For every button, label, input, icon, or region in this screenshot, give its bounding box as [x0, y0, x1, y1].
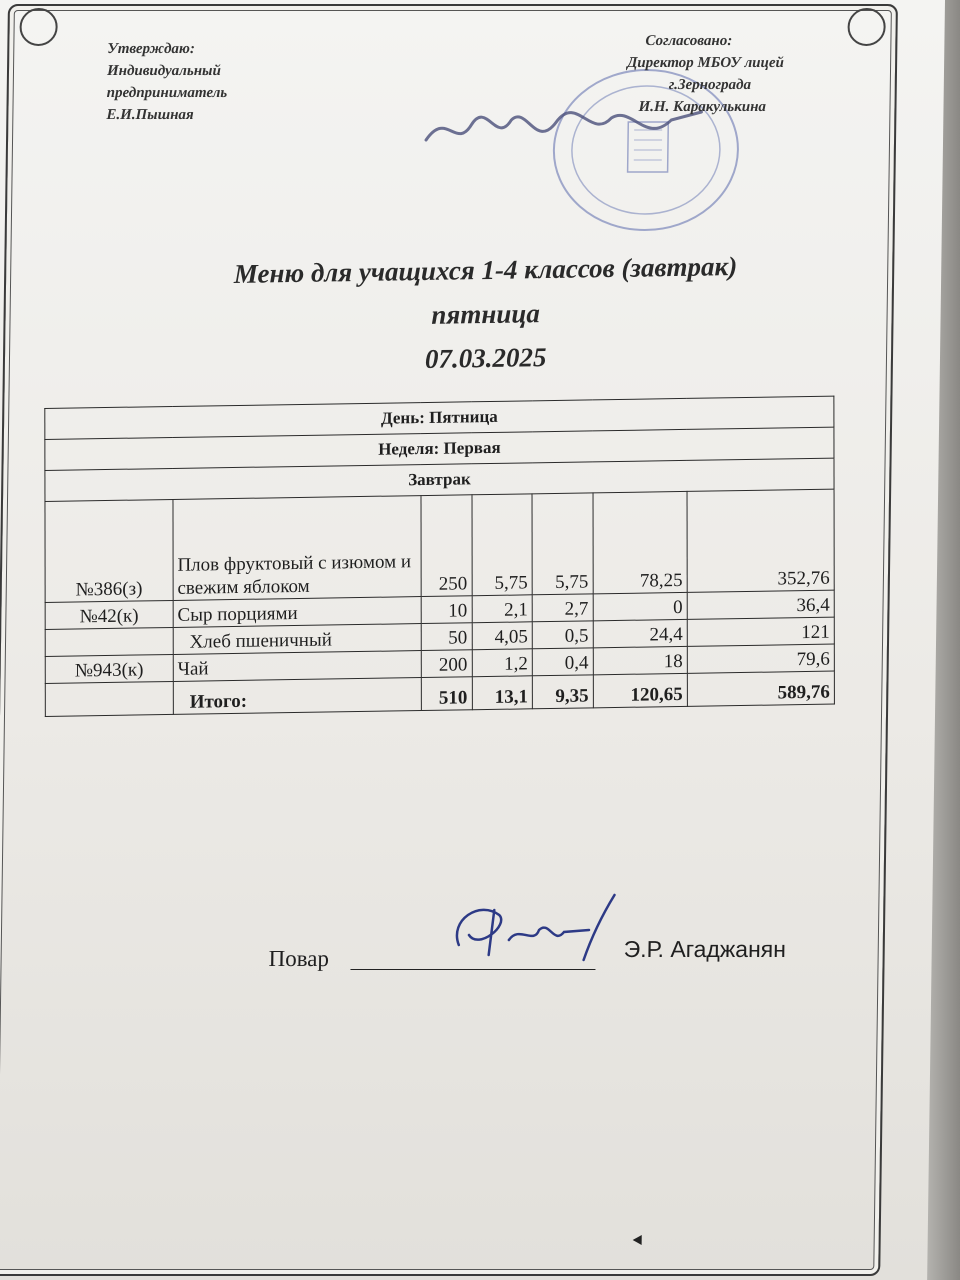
title-line: Меню для учащихся 1-4 классов (завтрак)	[233, 251, 738, 289]
dish-name: Сыр порциями	[173, 597, 421, 628]
agreement-line: Директор МБОУ лицей	[627, 55, 785, 71]
cook-name: Э.Р. Агаджанян	[623, 936, 787, 962]
menu-title	[135, 243, 835, 386]
menu-table	[44, 396, 835, 717]
fat-cell: 0,4	[532, 648, 593, 676]
total-label: Итого:	[173, 678, 421, 715]
protein-cell: 2,1	[472, 595, 533, 623]
recipe-code: №42(к)	[45, 600, 173, 629]
recipe-code	[45, 627, 173, 656]
energy-cell: 79,6	[687, 644, 834, 673]
energy-cell: 36,4	[687, 590, 834, 619]
fat-cell: 5,75	[532, 493, 593, 595]
approval-line: Утверждаю:	[107, 41, 196, 57]
total-energy: 589,76	[687, 671, 834, 706]
carbs-cell: 18	[593, 646, 687, 674]
energy-cell: 352,76	[687, 489, 834, 592]
recipe-code: №386(з)	[45, 499, 173, 602]
approval-line: Е.И.Пышная	[106, 107, 194, 123]
agreement-line: Согласовано:	[645, 33, 733, 49]
agreement-block	[626, 30, 857, 118]
table-row	[45, 489, 834, 602]
approval-line: предприниматель	[106, 85, 228, 101]
cook-label: Повар	[268, 946, 330, 971]
recipe-code: №943(к)	[45, 654, 173, 683]
approval-block	[106, 38, 357, 126]
total-protein: 13,1	[472, 676, 533, 710]
agreement-line: И.Н. Каракулькина	[638, 99, 767, 115]
protein-cell: 5,75	[472, 494, 533, 596]
agreement-line: г.Зернограда	[668, 77, 752, 93]
title-weekday: пятница	[431, 298, 540, 330]
frame-corner-ornament	[19, 8, 58, 46]
table-day-header: День: Пятница	[45, 396, 834, 439]
protein-cell: 4,05	[472, 622, 533, 650]
signature-line	[350, 969, 595, 970]
approval-line: Индивидуальный	[106, 63, 221, 79]
cook-signature-block	[268, 936, 829, 986]
dish-name: Плов фруктовый с изюмом и свежим яблоком	[173, 496, 421, 601]
total-empty-cell	[45, 681, 173, 716]
total-fat: 9,35	[532, 675, 593, 709]
fat-cell: 2,7	[532, 594, 593, 622]
dish-name: Чай	[173, 651, 421, 682]
table-meal-header: Завтрак	[45, 458, 834, 501]
carbs-cell: 24,4	[593, 619, 687, 647]
carbs-cell: 0	[593, 592, 687, 620]
menu-table-container	[44, 395, 885, 717]
weight-cell: 10	[421, 596, 472, 624]
protein-cell: 1,2	[472, 649, 533, 677]
weight-cell: 50	[421, 623, 472, 651]
table-week-header: Неделя: Первая	[45, 427, 834, 470]
weight-cell: 250	[421, 495, 472, 597]
energy-cell: 121	[687, 617, 834, 646]
page-marker-icon	[633, 1235, 642, 1245]
title-date: 07.03.2025	[424, 342, 547, 374]
weight-cell: 200	[421, 650, 472, 678]
total-weight: 510	[421, 677, 472, 711]
carbs-cell: 78,25	[593, 491, 687, 593]
total-carbs: 120,65	[593, 673, 687, 707]
dish-name: Хлеб пшеничный	[173, 624, 421, 655]
fat-cell: 0,5	[532, 621, 593, 649]
